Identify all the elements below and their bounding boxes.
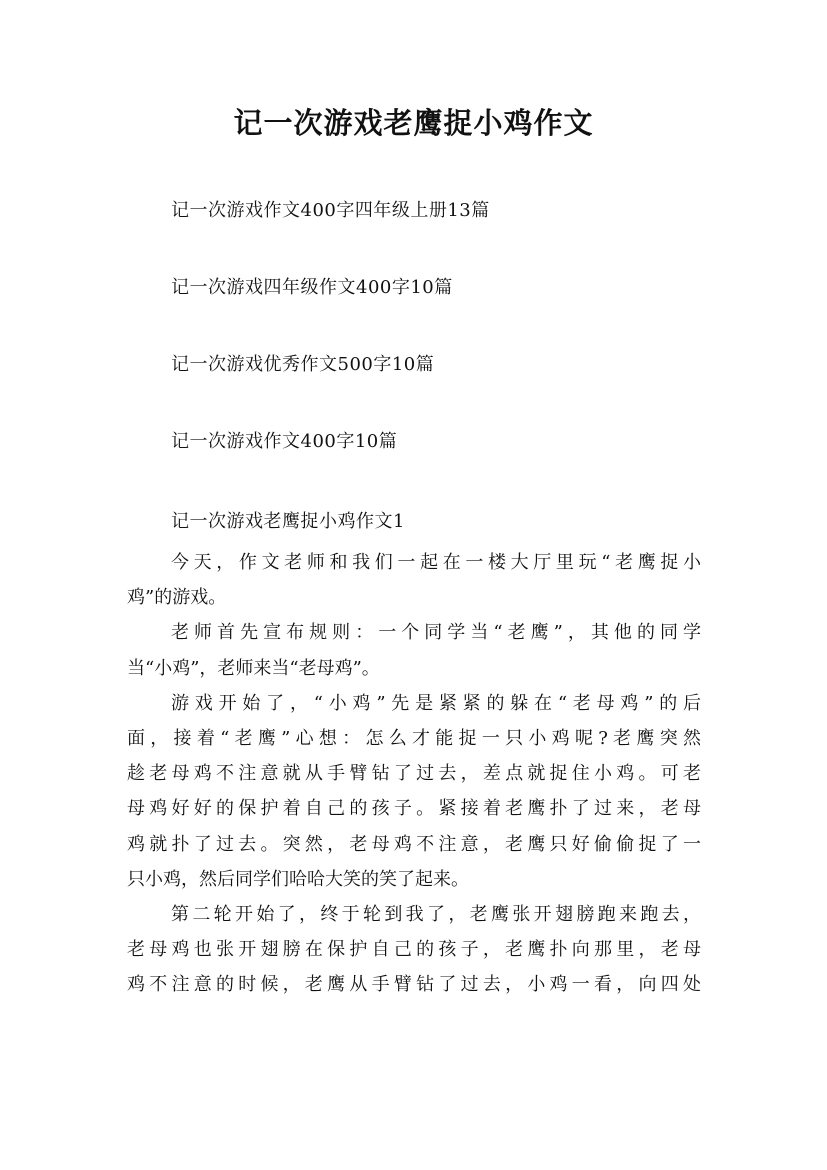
paragraph-line: 老师首先宣布规则：一个同学当“老鹰”，其他的同学 bbox=[171, 622, 701, 644]
toc-item: 记一次游戏作文400字10篇 bbox=[171, 431, 398, 452]
paragraph-line: 游戏开始了，“小鸡”先是紧紧的躲在“老母鸡”的后 bbox=[171, 692, 701, 714]
paragraph bbox=[127, 686, 701, 897]
toc-item: 记一次游戏优秀作文500字10篇 bbox=[171, 354, 435, 375]
paragraph-line: 今天，作文老师和我们一起在一楼大厅里玩“老鹰捉小 bbox=[171, 552, 701, 573]
paragraph-line: 母鸡好好的保护着自己的孩子。紧接着老鹰扑了过来，老母 bbox=[127, 798, 701, 820]
paragraph-line: 第二轮开始了，终于轮到我了，老鹰张开翅膀跑来跑去， bbox=[171, 903, 701, 925]
paragraph-line: 鸡”的游戏。 bbox=[127, 587, 227, 609]
table-of-contents bbox=[171, 197, 490, 505]
essay-body bbox=[127, 545, 701, 1002]
paragraph bbox=[127, 615, 701, 685]
section-heading: 记一次游戏老鹰捉小鸡作文1 bbox=[171, 511, 405, 532]
paragraph-line: 鸡就扑了过去。突然，老母鸡不注意，老鹰只好偷偷捉了一 bbox=[127, 833, 701, 855]
paragraph bbox=[127, 897, 701, 1003]
paragraph-line: 趁老母鸡不注意就从手臂钻了过去，差点就捉住小鸡。可老 bbox=[127, 763, 701, 785]
paragraph-line: 当“小鸡”，老师来当“老母鸡”。 bbox=[127, 657, 380, 679]
paragraph-line: 面，接着“老鹰”心想：怎么才能捉一只小鸡呢?老鹰突然 bbox=[127, 727, 701, 749]
toc-item: 记一次游戏作文400字四年级上册13篇 bbox=[171, 200, 490, 221]
paragraph bbox=[127, 545, 701, 615]
document-title: 记一次游戏老鹰捉小鸡作文 bbox=[233, 106, 594, 140]
toc-item: 记一次游戏四年级作文400字10篇 bbox=[171, 277, 453, 298]
paragraph-line: 只小鸡，然后同学们哈哈大笑的笑了起来。 bbox=[127, 868, 469, 890]
paragraph-line: 老母鸡也张开翅膀在保护自己的孩子，老鹰扑向那里，老母 bbox=[127, 939, 701, 961]
paragraph-line: 鸡不注意的时候，老鹰从手臂钻了过去，小鸡一看，向四处 bbox=[127, 974, 701, 996]
